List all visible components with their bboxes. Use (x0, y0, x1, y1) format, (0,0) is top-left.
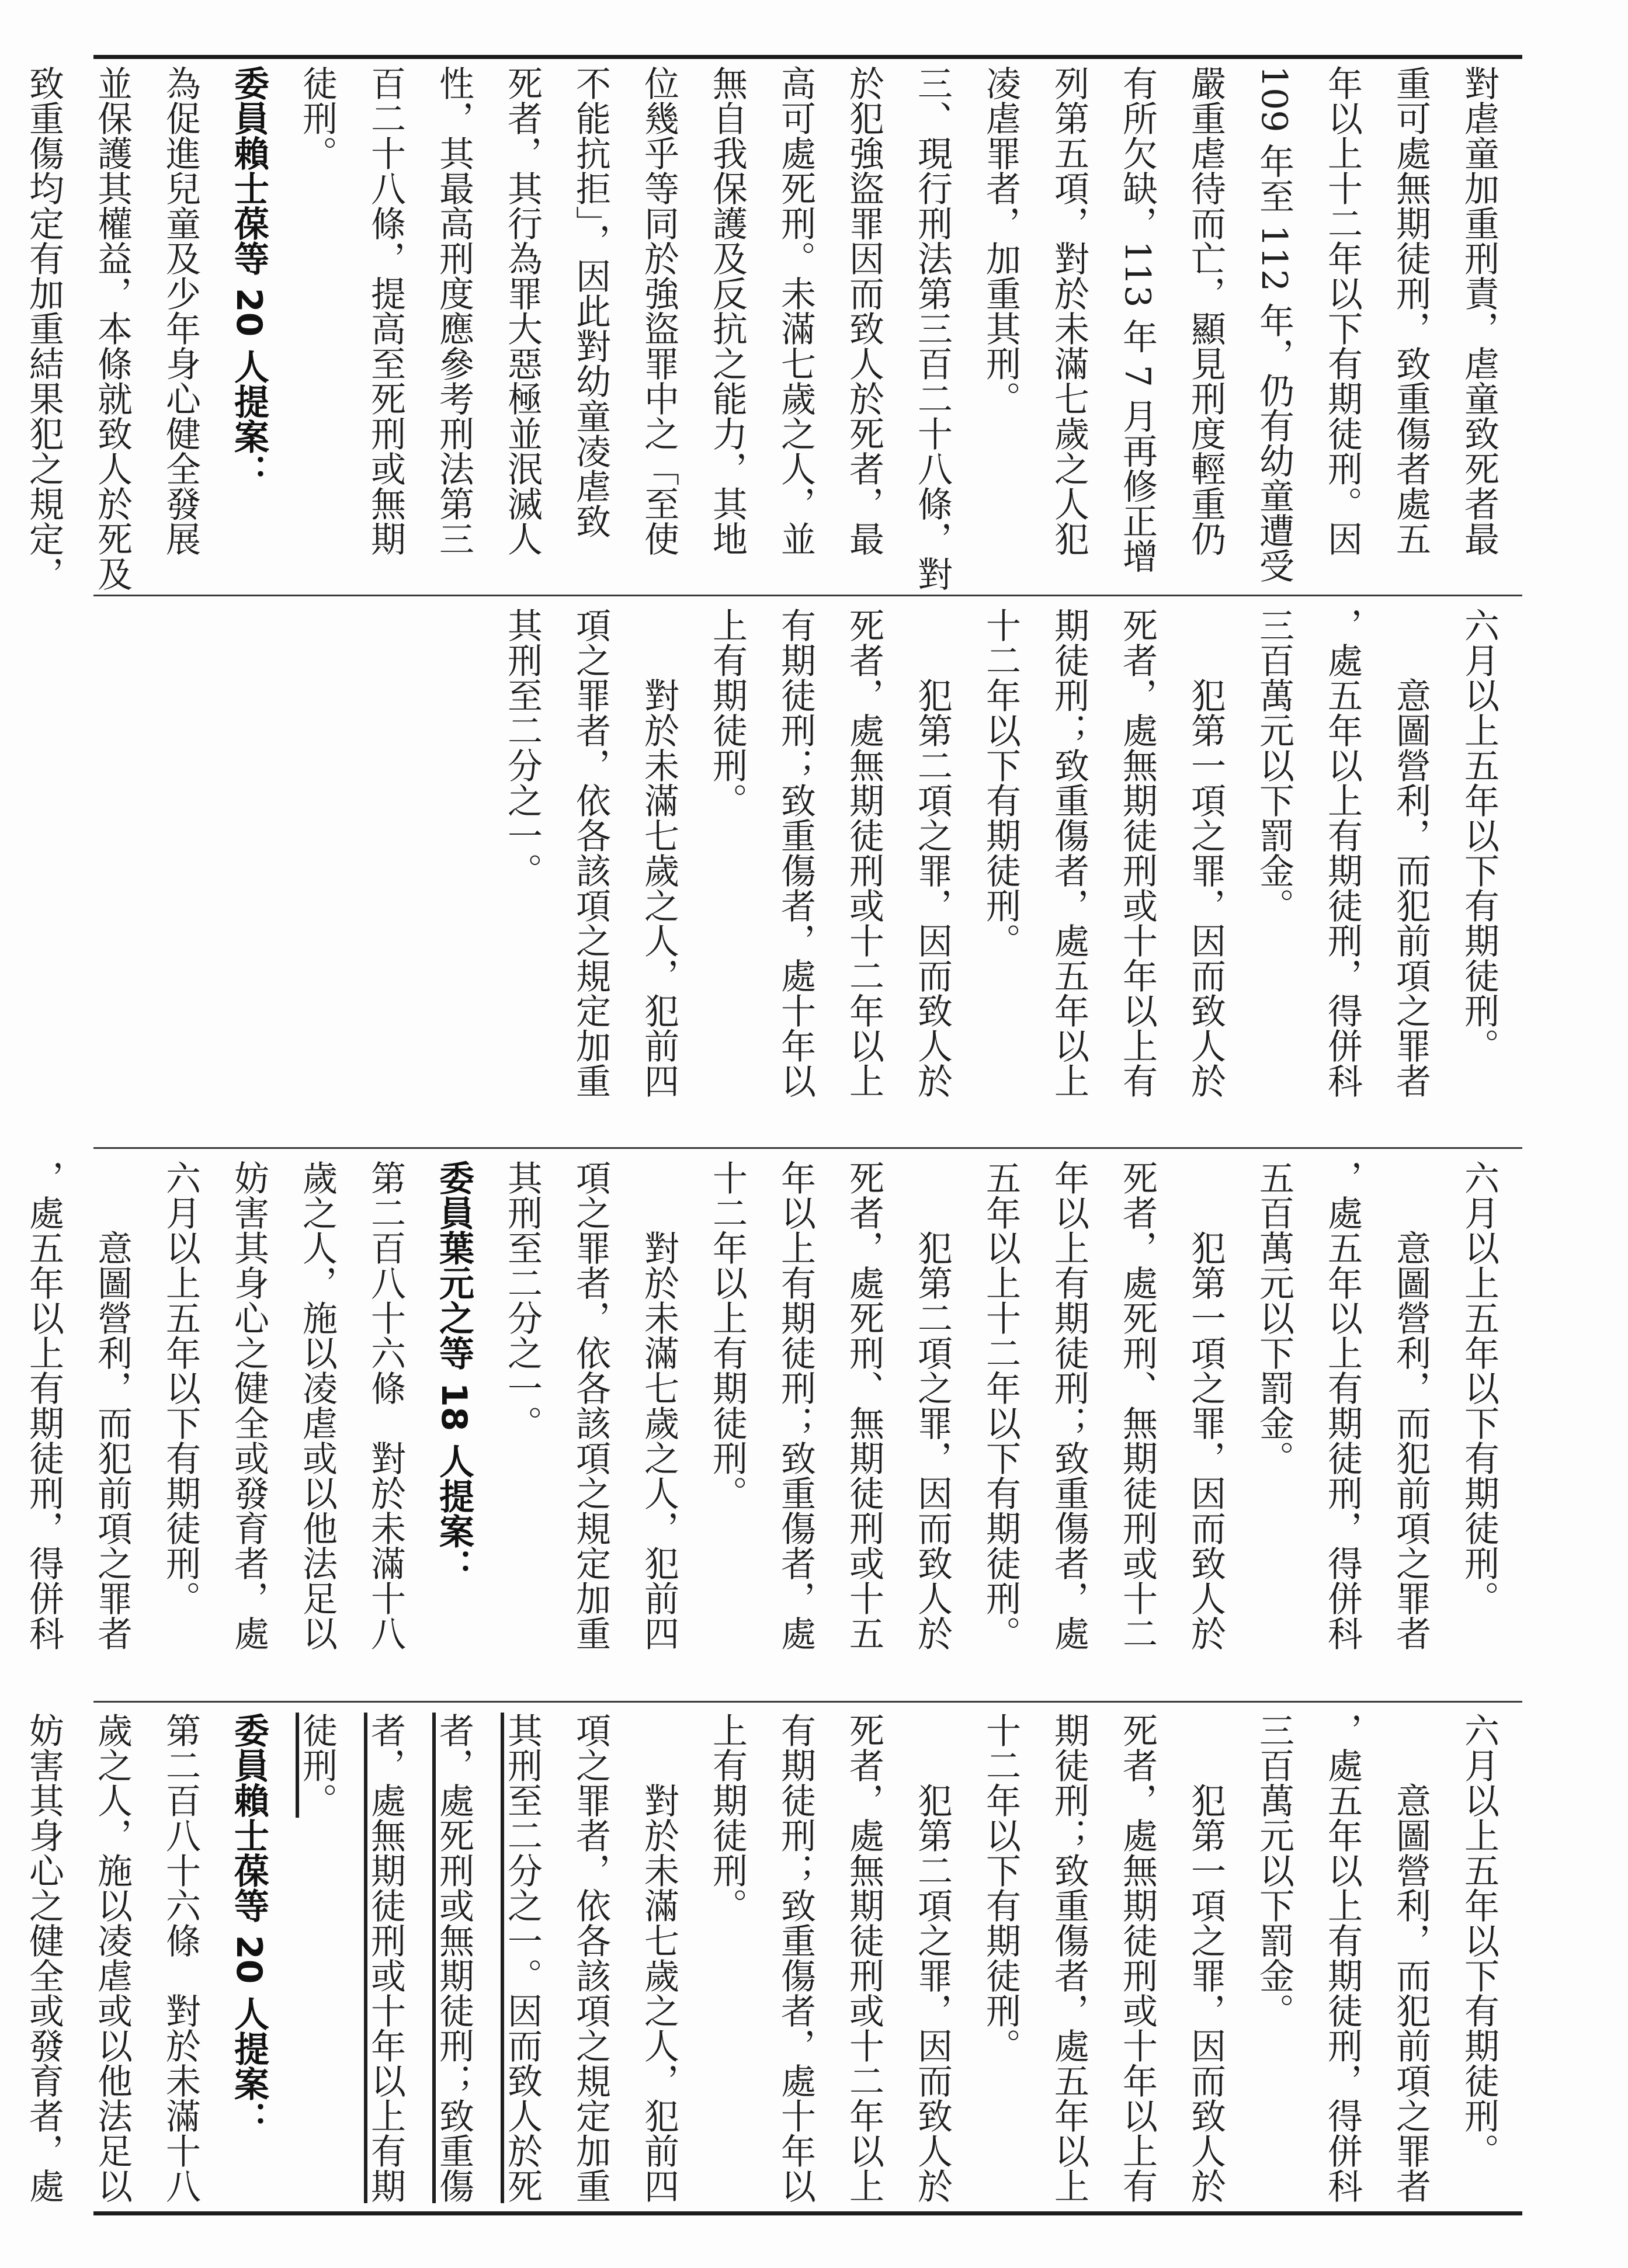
text-line: 死者，處死刑、無期徒刑或十二 (1117, 1160, 1158, 1651)
text-line: 嚴重虐待而亡，顯見刑度輕重仍 (1185, 65, 1226, 556)
text-column-current-law (99, 607, 1513, 1140)
text-line: 十二年以下有期徒刑。 (980, 1713, 1021, 2063)
proposal-heading: 委員葉元之等 18 人提案： (433, 1160, 474, 1584)
text-line: ，處五年以上有期徒刑，得併科 (1322, 1160, 1363, 1651)
text-line: 十二年以上有期徒刑。 (707, 1160, 748, 1510)
text-line: 死者，處無期徒刑或十年以上有 (1117, 1713, 1158, 2203)
text-line: ，處五年以上有期徒刑，得併科 (23, 1160, 64, 1651)
text-line: 項之罪者，依各該項之規定加重 (570, 1160, 611, 1651)
text-line: 三百萬元以下罰金。 (1254, 1713, 1294, 2028)
text-line: 犯第二項之罪，因而致人於 (912, 607, 953, 1098)
text-line-amended: 其刑至二分之一。因而致人於死 (502, 1713, 543, 2203)
text-line: 五百萬元以下罰金。 (1254, 1160, 1294, 1475)
text-line (0, 1160, 9, 1693)
text-line: 對於未滿七歲之人，犯前四 (638, 1713, 679, 2203)
text-line: 妨害其身心之健全或發育者，處 (23, 1713, 64, 2203)
text-line: 對於未滿七歲之人，犯前四 (638, 1160, 679, 1651)
column-separator (93, 1701, 1522, 1703)
text-line: 有所欠缺，113 年 7 月再修正增 (1117, 65, 1158, 574)
text-line: 性，其最高刑度應參考刑法第三 (433, 65, 474, 556)
text-line: 意圖營利，而犯前項之罪者 (1390, 1160, 1431, 1651)
text-line: 有期徒刑；致重傷者，處十年以 (775, 1713, 816, 2203)
text-line: 對於未滿七歲之人，犯前四 (638, 607, 679, 1098)
text-line: 意圖營利，而犯前項之罪者 (92, 1160, 133, 1651)
top-border-rule (93, 55, 1522, 59)
text-line: 項之罪者，依各該項之規定加重 (570, 1713, 611, 2203)
text-line (0, 65, 9, 589)
text-line: 無自我保護及反抗之能力，其地 (707, 65, 748, 556)
text-line: 百二十八條，提高至死刑或無期 (365, 65, 406, 556)
text-line: 歲之人，施以凌虐或以他法足以 (92, 1713, 133, 2203)
text-column-explanation (23, 65, 1513, 591)
text-line: 十二年以下有期徒刑。 (980, 607, 1021, 958)
text-line: 三、現行刑法第三百二十八條，對 (912, 65, 953, 591)
text-line: 有期徒刑；致重傷者，處十年以 (775, 607, 816, 1098)
text-line: 死者，處無期徒刑或十二年以上 (843, 1713, 884, 2203)
text-line: 徒刑。 (297, 65, 338, 171)
text-line-amended: 者，處死刑或無期徒刑；致重傷 (433, 1713, 474, 2203)
text-line: 年以上有期徒刑；致重傷者，處 (775, 1160, 816, 1651)
text-line: 五年以上十二年以下有期徒刑。 (980, 1160, 1021, 1651)
text-line: 位幾乎等同於強盜罪中之「至使 (638, 65, 679, 556)
text-line: 並保護其權益，本條就致人於死及 (92, 65, 133, 591)
text-line-amended: 徒刑。 (297, 1713, 338, 1818)
text-line: 不能抗拒」，因此對幼童凌虐致 (570, 65, 611, 539)
text-line: 高可處死刑。未滿七歲之人，並 (775, 65, 816, 556)
text-line: 第二百八十六條 對於未滿十八 (160, 1713, 201, 2203)
text-line: 凌虐罪者，加重其刑。 (980, 65, 1021, 416)
text-line: 項之罪者，依各該項之規定加重 (570, 607, 611, 1098)
text-line: 六月以上五年以下有期徒刑。 (1459, 607, 1499, 1063)
text-line: 歲之人，施以凌虐或以他法足以 (297, 1160, 338, 1651)
text-line: 死者，處無期徒刑或十年以上有 (1117, 607, 1158, 1098)
text-line: 死者，其行為罪大惡極並泯滅人 (502, 65, 543, 556)
text-line: 期徒刑；致重傷者，處五年以上 (1049, 1713, 1089, 2203)
text-line: 109 年至 112 年，仍有幼童遭受 (1254, 65, 1294, 584)
proposal-heading: 委員賴士葆等 20 人提案： (228, 65, 269, 489)
text-line: 死者，處無期徒刑或十二年以上 (843, 607, 884, 1098)
text-line: 犯第二項之罪，因而致人於 (912, 1713, 953, 2203)
text-line: 犯第二項之罪，因而致人於 (912, 1160, 953, 1651)
text-line: 死者，處死刑、無期徒刑或十五 (843, 1160, 884, 1651)
text-line: 妨害其身心之健全或發育者，處 (228, 1160, 269, 1651)
text-line: 期徒刑；致重傷者，處五年以上 (1049, 607, 1089, 1098)
text-line: 第二百八十六條 對於未滿十八 (365, 1160, 406, 1651)
column-separator (93, 595, 1522, 596)
text-line (0, 1713, 9, 2204)
text-line: ，處五年以上有期徒刑，得併科 (1322, 607, 1363, 1098)
text-line: 其刑至二分之一。 (502, 607, 543, 888)
text-line: 年以上十二年以下有期徒刑。因 (1322, 65, 1363, 556)
text-line-amended: 者，處無期徒刑或十年以上有期 (365, 1713, 406, 2203)
text-line: 年以上有期徒刑；致重傷者，處 (1049, 1160, 1089, 1651)
text-line: 犯第一項之罪，因而致人於 (1185, 607, 1226, 1098)
text-line: 三百萬元以下罰金。 (1254, 607, 1294, 923)
text-line: 六月以上五年以下有期徒刑。 (1459, 1713, 1499, 2168)
text-line: 列第五項，對於未滿七歲之人犯 (1049, 65, 1089, 556)
text-line: 重可處無期徒刑，致重傷者處五 (1390, 65, 1431, 556)
text-line: 其刑至二分之一。 (502, 1160, 543, 1440)
text-line: 對虐童加重刑責，虐童致死者最 (1459, 65, 1499, 556)
text-line: 六月以上五年以下有期徒刑。 (1459, 1160, 1499, 1616)
proposal-heading: 委員賴士葆等 20 人提案： (228, 1713, 269, 2137)
text-line: ，處五年以上有期徒刑，得併科 (1322, 1713, 1363, 2203)
bottom-border-rule (93, 2211, 1522, 2215)
text-line: 為促進兒童及少年身心健全發展 (160, 65, 201, 556)
text-column-current-law-and-lai-proposal (23, 1713, 1513, 2204)
text-line: 六月以上五年以下有期徒刑。 (160, 1160, 201, 1616)
text-line: 上有期徒刑。 (707, 1713, 748, 1923)
text-line: 犯第一項之罪，因而致人於 (1185, 1713, 1226, 2203)
text-line: 意圖營利，而犯前項之罪者 (1390, 1713, 1431, 2203)
text-line: 於犯強盜罪因而致人於死者，最 (843, 65, 884, 556)
text-line: 意圖營利，而犯前項之罪者 (1390, 607, 1431, 1098)
text-line: 犯第一項之罪，因而致人於 (1185, 1160, 1226, 1651)
text-line: 致重傷均定有加重結果犯之規定， (23, 65, 64, 591)
text-line: 上有期徒刑。 (707, 607, 748, 818)
column-separator (93, 1147, 1522, 1149)
text-column-yeh-proposal (23, 1160, 1513, 1693)
